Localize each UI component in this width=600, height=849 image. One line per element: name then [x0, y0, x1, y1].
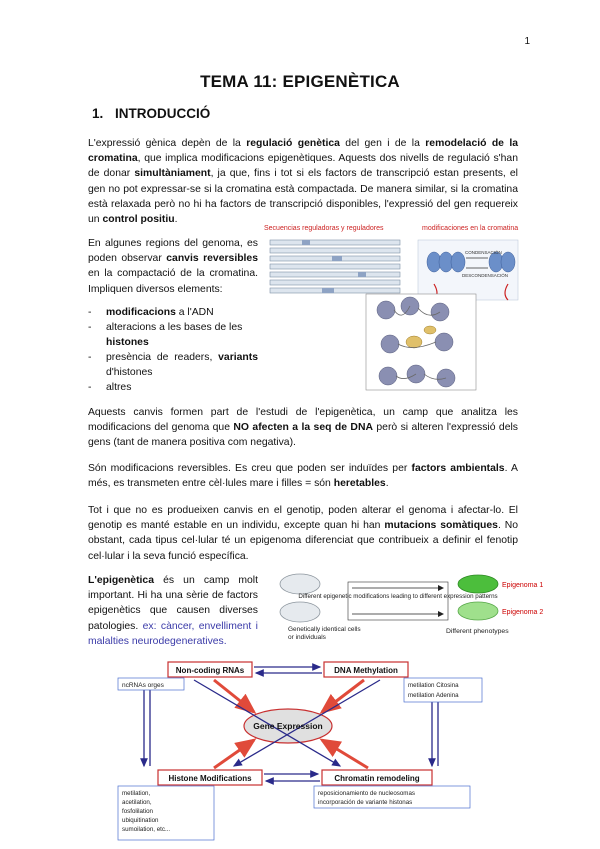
label-decondensation: DESCONDENSACIÓN: [462, 273, 509, 278]
bold-text: regulació genètica: [246, 138, 340, 149]
figure-left-title: Secuencias reguladoras y reguladores: [264, 225, 384, 232]
note-bl-5: sumoilation, etc...: [122, 826, 171, 833]
figure-right-title: modificaciones en la cromatina: [422, 225, 519, 232]
elements-list: [88, 305, 258, 395]
list-item: [88, 320, 258, 350]
bold-text: simultàniament: [134, 168, 211, 180]
text: alteracions a les bases de les: [106, 322, 243, 333]
section-title: INTRODUCCIÓ: [115, 106, 211, 121]
paragraph-reversible-heritable: [88, 461, 518, 491]
epigenome-1-label: Epigenoma 1: [502, 582, 544, 589]
section-number: 1.: [92, 106, 104, 121]
cell-oval-top: [280, 574, 320, 594]
paragraph-intro: [88, 136, 518, 227]
bold-text: histones: [106, 337, 149, 348]
list-item: [88, 380, 258, 395]
nucleosome-fiber-graphic: [418, 240, 518, 300]
note-tl: ncRNAs orges: [122, 682, 164, 689]
figure-epigenomes: [270, 570, 544, 644]
right-caption: Different phenotypes: [446, 628, 509, 635]
list-item: [88, 350, 258, 380]
left-caption: Genetically identical cells or individuals: [288, 626, 361, 641]
page-title: TEMA 11: EPIGENÈTICA: [200, 72, 400, 91]
bold-text: control positiu: [102, 214, 175, 226]
text: L'expressió gènica depèn de la: [88, 138, 247, 149]
text: és un camp molt important. Hi ha una sèrie de factors epigenètics que causen diverses patologies.: [88, 575, 258, 632]
label-gene-expression: Gene Expression: [253, 721, 323, 731]
text: En algunes regions del genoma, es poden observar: [88, 238, 258, 265]
figure-chromatin-regulation: [262, 222, 530, 392]
text: però si alteren l'expressió dels gens (tant de manera positiva com negativa).: [88, 422, 518, 449]
note-bl-1: metilation,: [122, 790, 151, 797]
paragraph-genotype: [88, 503, 518, 564]
bold-text: heretables: [333, 478, 386, 490]
bold-text: NO afecten a la seq de DNA: [233, 422, 373, 434]
phenotype-oval-2: [458, 602, 498, 620]
bold-text: factors ambientals: [411, 463, 505, 474]
label-chromatin-remodeling: Chromatin remodeling: [334, 774, 420, 783]
figure-epigenetic-mechanisms: [114, 658, 486, 844]
note-tr-2: metilation Adenina: [408, 692, 459, 699]
note-bl-2: acetilation,: [122, 799, 152, 806]
text: .: [385, 478, 389, 490]
note-bl-3: fosfolilation: [122, 808, 153, 815]
note-bl-4: ubiquitination: [122, 817, 159, 824]
note-tr-1: metilation Citosina: [408, 682, 459, 689]
svg-text:Different epigenetic modificat: [298, 593, 497, 600]
text: altres: [106, 382, 132, 393]
text: . No obstant, cada tipus cel·lular té un epigenoma diferenciat que contribueix a definir el fenotip cel·lular i la seva funció específica.: [88, 520, 519, 562]
bold-text: canvis reversibles: [166, 253, 258, 265]
paragraph-reversible: [88, 236, 258, 297]
text: presència de readers,: [106, 352, 219, 363]
text: a l'ADN: [175, 307, 214, 318]
dna-strands-graphic: [270, 240, 400, 293]
label-dna-methylation: DNA Methylation: [334, 666, 398, 675]
label-histone-modifications: Histone Modifications: [168, 774, 252, 783]
cell-oval-bottom: [280, 602, 320, 622]
paragraph-pathologies: [88, 573, 258, 649]
note-br-1: reposicionamiento de nucleosomas: [318, 790, 415, 797]
text: , que implica modificacions epigenètiques. Aquests dos nivells de regulació s'han de donar: [88, 153, 518, 180]
example-text: ex: càncer, envelliment i malalties neurodegeneratives.: [88, 620, 258, 647]
bold-text: L'epigenètica: [88, 575, 154, 586]
text: . A més, es transmeten entre cèl·lules mare i filles = són: [88, 463, 518, 490]
label-condensation: CONDENSACIÓN: [465, 250, 502, 255]
chromatin-figure-graphic: [262, 222, 530, 392]
text: d'histones: [106, 367, 153, 378]
text: Són modificacions reversibles. Es creu que poden ser induïdes per: [88, 463, 412, 474]
bold-text: mutacions somàtiques: [384, 520, 498, 532]
mechanisms-figure-graphic: [114, 658, 486, 844]
box-text: Different epigenetic modifications leading to different expression patterns: [298, 593, 498, 600]
epigenome-2-label: Epigenoma 2: [502, 609, 544, 616]
section-heading: [92, 106, 210, 121]
text: Aquests canvis formen part de l'estudi de l'epigenètica, un camp que analitza les modificacions del genoma que: [88, 407, 518, 434]
note-br-2: incorporación de variante histonas: [318, 799, 413, 806]
paragraph-epigenetics-definition: [88, 405, 518, 451]
text: .: [174, 214, 178, 226]
text: en la compactació de la cromatina. Impliquen diversos elements:: [88, 268, 258, 295]
bold-text: remodelació de la cromatina: [88, 138, 518, 165]
text: , ja que, fins i tot si els factors de transcripció estan presents, el gen no pot expressar-se si la cromatina està compactada. De manera similar, si la cromatina està relaxada però no hi ha factors de transcripció disponibles, l'expressió del gen requereix un: [88, 168, 518, 226]
page-number: 1: [524, 36, 530, 47]
nucleosome-panel-graphic: [366, 294, 476, 390]
label-noncoding-rnas: Non-coding RNAs: [175, 666, 245, 675]
text: Tot i que no es produeixen canvis en el genotip, poden alterar el genoma i afectar-lo. El genotip es manté estable en un individu, excepte quan hi han: [88, 505, 518, 532]
phenotype-oval-1: [458, 575, 498, 593]
bold-text: modificacions: [106, 307, 176, 318]
list-item: [88, 305, 258, 320]
bold-text: variants: [218, 352, 258, 363]
text: del gen i de la: [339, 138, 426, 149]
